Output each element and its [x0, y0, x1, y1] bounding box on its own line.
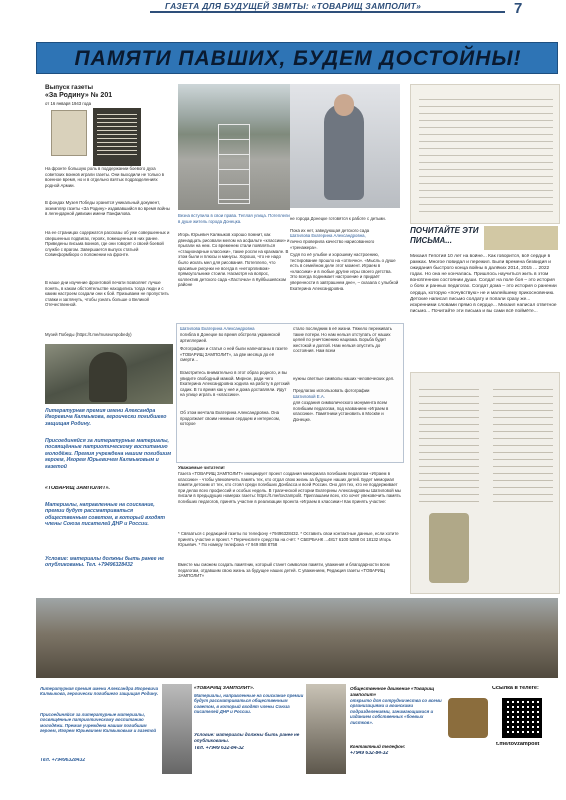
issue-date: от 16 января 1943 года: [45, 101, 92, 106]
memorial-text-6: нужны светлые символы наших человеческих дел.: [293, 376, 395, 381]
headline-banner: [36, 42, 558, 74]
footer-portrait: [162, 684, 192, 774]
child-letter-scan: [410, 84, 560, 224]
soldier-photo: [45, 344, 173, 404]
letters-text: Михаил Гепотий 10 лет на войне... Как говорится, всё сердце в рамках. Многое повидал и пережил. Были времена безвидия и ожидания быстрого конца войны в далёких 2014, 2015 ... 2022 годах. Но она не кончалась. Пришлось научиться жить в этом вонсвтенном состоянии души. Солдат на поле боя – это история о боях и ранных педагогах. Солдат дома – это история о ранении сердца, которую «почувствую» не и малейшему прикосновению. Детские написал письмо солдату и попали сразу же... искренними словами прямо в сердце... Михаил написал ответное письмо... Почитайте эти письма и вы сами всё поймёте...: [410, 254, 557, 314]
left-source: Музей Победы (https://t.me/museumpobedy): [45, 332, 132, 337]
memorial-text-4: Об этом мечтала Екатерина Александровна. Она продолжает своим нежным сердцем и интересом, которое: [180, 410, 280, 427]
footer-photo-strip: [36, 598, 558, 678]
footer-ad: [36, 682, 558, 782]
movement-phone: +7949 632-84-32: [350, 751, 389, 756]
telegram-link[interactable]: t.me/tovzampolit: [496, 742, 540, 747]
appeal-title: Уважаемые читатели!: [178, 465, 225, 470]
telegram-label: Ссылка в телеге:: [492, 686, 539, 691]
center-text-1: Игорь Юрьевич Калмыков хорошо помнит, как двенадцать рисовали мелом на асфальте «классики» и прыгали на нем. Со временем стали появляться «стационарные классики», такие росли на крахмале. В этом были и плюсы и минусы. Хорошо, что не надо было искать мел для рисования. Потеплело, что красивые рисунки не всегда в «неторпливом» прямоугольнике стоили. Насмотря на вопрос, коллектив детского сада «Ласточка» в Куйбышевском районе: [178, 232, 290, 288]
teacher-silhouette: [324, 104, 364, 200]
footer-condition: Условие: материалы должны быть ранее не опубликованы.: [194, 732, 300, 743]
newspaper-scan-front: [51, 110, 87, 156]
center-text-3: Пока их нет, заведующая детского сада: [290, 228, 370, 233]
movement-title: Общественное движение «Товарищ замполит»: [350, 686, 435, 697]
footer-middle-tel: Тел. +7949 632-84-32: [194, 746, 244, 751]
hopscotch-caption: Везна вступила в свои права. Теплая улица. Потеплели в душе житель города Донецка.: [178, 213, 290, 224]
footer-award-call: Присоединяйся за литературные материалы, посвящённые патриотическому воспитанию молодёжи. Премия учреждена нашим погибшим героем, Игорем Юрьевичем Калмыковым и газетой: [40, 712, 157, 734]
award-council: Материалы, направленные на соискание, премии будут рассматриваться общественным советом, в который входят члены Союза писателей ДНР и России.: [45, 502, 166, 528]
letter-lines: [419, 93, 553, 217]
hopscotch-photo: [178, 84, 290, 210]
footer-award-title: Литературная премия имени Александра Игоревича Калмыкова, героически погибшего защищая Родину.: [40, 686, 159, 697]
appeal-steps: * Связаться с редакцией газеты по телефону +79496328432. * Оставить свои контактные данные, если хотите принять участие и проект. * Перечислите средства на счёт: * СБЕРБАНК ...4817 6100 5288 04 18132 Игорь Юрьевич. * По номеру телефона +7 949 858 8758: [178, 531, 399, 548]
soldier-silhouette: [89, 352, 127, 402]
appeal-text: Газета «ТОВАРИЩ ЗАМПОЛИТ» инициирует проект создания мемориала погибшим педагогам «Играем в классики» - чтобы увековечить память тех, кто отдал свою жизнь за будущее наших детей. Будет мемориал памяти детским от тех, кто стоял среди погибших Донбасса и всей России. Оно для тех, кто не поддерживает при делах всех профессий и особых недель. В трагической истории Екатерины Александровны Шатиловой мы писали в предыдущих номерах газеты: https://t.me/tovzampolit. Приглашаем всех, кто хочет увековечить память погибших педагогов, принять участие в реализации проекта «Играем в классики»! Как принять участие:: [178, 471, 401, 504]
left-paragraph-1: На фронте большую роль в поддержании боевого духа советских воинов играли газеты. Они выходили не только в военное время, но и в отдельно взятых подразделениях родной Армии.: [45, 166, 165, 188]
soldier-letter-lines-left: [419, 383, 479, 503]
newspaper-scan-lines: [97, 114, 137, 158]
award-paper: «ТОВАРИЩ ЗАМПОЛИТ».: [45, 486, 110, 491]
issue-block: [45, 84, 170, 160]
teacher-photo: [290, 84, 400, 208]
teacher-face: [334, 94, 354, 116]
memorial-text-2: Фотографии и статья о ней были напечатаны в газете «ТОВАРИЩ ЗАМПОЛИТ», за две месяца до её смерти…: [180, 346, 288, 363]
award-call: Присоединяйся за литературные материалы, посвящённые патриотическому воспитанию молодёжи. Премия учреждена нашим погибшим героем, Игорем Юрьевичем Калмыковым и газетой: [45, 438, 172, 470]
letters-title: ПОЧИТАЙТЕ ЭТИ ПИСЬМА...: [410, 226, 479, 245]
footer-council: Материалы, направленные на соискание премии будут рассматриваться общественным советом, в который входят члены Союза писателей ДНР и России.: [194, 693, 304, 715]
memorial-text-7: Предлагаю использовать фотографии: [293, 388, 370, 393]
memorial-text-5: стало последним в её жизни. Тяжело переживать такие потери. Но нам нельзя отступать от наших целей по уничтожению нацизма. Борьба будет жестокой и долгой. Нам нельзя опустить до состояния. Нам всем: [293, 326, 392, 354]
hopscotch-grid: [218, 124, 250, 204]
soldier-letter-scan: [410, 372, 560, 594]
left-paragraph-2: В фондах Музея Победы хранится уникальный документ, экземпляр газеты «За Родину» издававшийся во время войны в легендарной дивизии имени Панфилова.: [45, 200, 170, 217]
award-condition: Условие: материалы должны быть ранее не опубликованы. Тел. +79496328432: [45, 556, 164, 569]
appeal-closing: Вместе мы сможем создать памятник, который станет символом памяти, уважения и благодарности всем педагогам, отдавшим свою жизнь за будущее наших детей. С уважением, Редакция газеты «ТОВАРИЩ ЗАМПОЛИТ»: [178, 562, 390, 579]
soldier-letter-lines-right: [493, 383, 553, 503]
memorial-text-1: погибла в Донецке во время обстрела украинской артиллерией.: [180, 332, 281, 343]
qr-code-icon[interactable]: [502, 698, 542, 738]
award-title: Литературная премия имени Александра Игоревича Калмыкова, героически погибшего защищая Родину.: [45, 408, 167, 427]
center-text-2: не города Донецке готовятся к работе с детьми.: [290, 216, 386, 221]
memorial-box: [176, 323, 404, 463]
newspaper-scan-back: [93, 108, 141, 166]
memorial-name-2: Шатиловой Е.А.: [293, 394, 325, 399]
header-rule: [150, 11, 505, 13]
movement-text: открыто для сотрудничества со всеми организациями и воинскими подразделениями, занимающимися и изданием собственных «боевых листков».: [350, 698, 442, 725]
memorial-text-3: Всмотритесь внимательно в этот образ родного, и вы увидите свободный мамой. Мирное, ради чего Екатерина Александровна ходила на работу в детский садик. В то время как у неё и дома доставляли. Идут на улице играть в «классики».: [180, 370, 290, 398]
soldier-badge: [429, 513, 469, 583]
center-text-3c: лично проверила качество нарисованного «тренажера».: [290, 239, 375, 250]
left-paragraph-4: В наше дни изучение фронтовой печати позволяет лучше понять, в каком обстоятельстве находились тогда люди и с каким настроем создали они к бой. Призываем не пропустить ставки и заглянуть, чтобы узнать больше о Великой Отечественной.: [45, 280, 169, 308]
troops-photo: [36, 598, 558, 678]
footer-unit-photo: [306, 684, 346, 774]
issue-name: «За Родину» № 201: [45, 92, 113, 99]
issue-label: Выпуск газеты: [45, 84, 94, 91]
teacher-name: Шатилова Екатерина Александровна,: [290, 233, 366, 238]
movement-phone-label: Контактный телефон:: [350, 744, 406, 749]
page-number: 7: [514, 0, 523, 17]
left-paragraph-3: На ее страницах содержатся рассказы об уже совершенных и свершенных подвигах, героях, помещенных в них ранее. Приведены письма воинов, где они говорят о своей боевой службе с врагом. Завершается выпуск статьей Совинформбюро о положении на фронте.: [45, 230, 170, 258]
center-text-4: Судя по её улыбке и хорошему настроению, тестирование прошло на «отлично». «Мысль о душе есть в семейном деле этот момент. Играем в «классики» и в любые другие игры своего детства. Это всегда поднимает настроение и придаёт уверенности в завтрашнем дне», – сказала с улыбкой Екатерина Александровна.: [290, 252, 399, 291]
letters-thumbnail: [484, 226, 558, 250]
memorial-name: Шатилова Екатерина Александровна: [180, 326, 255, 331]
footer-paper: «ТОВАРИЩ ЗАМПОЛИТ».: [194, 686, 255, 691]
newspaper-title: ГАЗЕТА ДЛЯ БУДУЩЕЙ ЗВМТЫ: «ТОВАРИЩ ЗАМПОЛИТ»: [165, 1, 422, 11]
footer-award-tel: Тел. +79496328432: [40, 758, 86, 763]
cannon-icon: [448, 698, 488, 738]
headline: ПАМЯТИ ПАВШИХ, БУДЕМ ДОСТОЙНЫ!: [74, 47, 522, 70]
memorial-text-8: для создания символического монумента всем погибшим педагогам, под названием «Играем в классики». Памятники установить в Москве и Донецке.: [293, 400, 389, 422]
